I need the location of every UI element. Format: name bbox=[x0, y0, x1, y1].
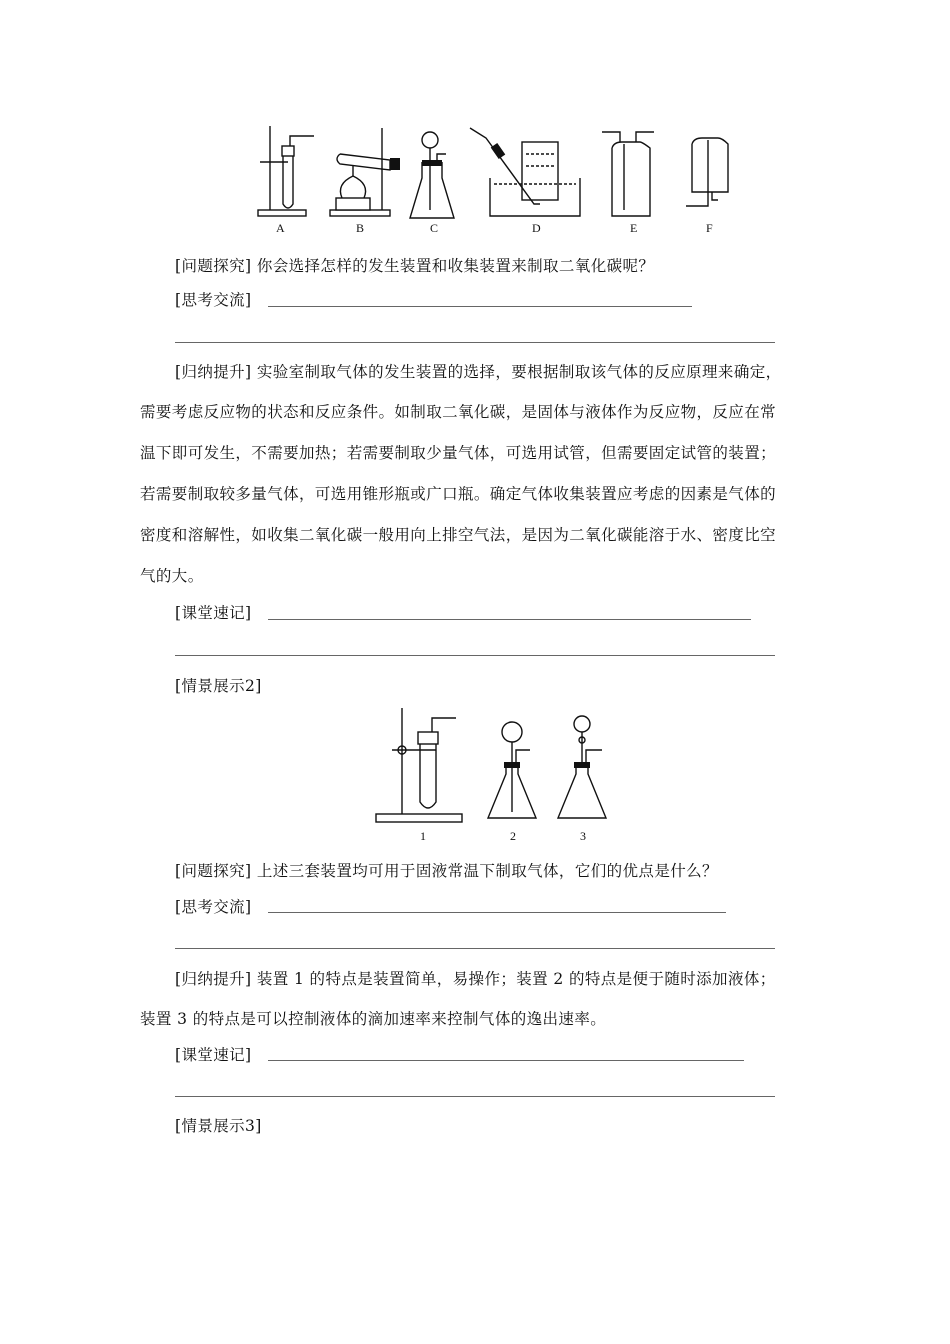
figure1-label-a: A bbox=[276, 221, 285, 235]
apparatus-d-drawing bbox=[470, 128, 580, 216]
think-1-answer-line-1[interactable] bbox=[268, 306, 692, 307]
think-1-label: [思考交流] bbox=[175, 291, 252, 309]
summary-2-first-line bbox=[175, 967, 776, 989]
note-1-label: [课堂速记] bbox=[175, 604, 252, 622]
think-2-answer-line-1[interactable] bbox=[268, 912, 726, 913]
summary-1-line-4: 若需要制取较多量气体，可选用锥形瓶或广口瓶。确定气体收集装置应考虑的因素是气体的 bbox=[140, 485, 777, 503]
question-2 bbox=[175, 859, 718, 881]
figure2-label-3: 3 bbox=[580, 829, 586, 843]
note-2-answer-line-1[interactable] bbox=[268, 1060, 744, 1061]
note-2-label: [课堂速记] bbox=[175, 1046, 252, 1064]
summary-1-line-5: 密度和溶解性，如收集二氧化碳一般用向上排空气法，是因为二氧化碳能溶于水、密度比空 bbox=[140, 526, 777, 544]
summary-1-label: [归纳提升] bbox=[175, 363, 252, 381]
figure1-label-e: E bbox=[630, 221, 638, 235]
apparatus-c-drawing bbox=[410, 132, 454, 218]
summary-1-first-line bbox=[175, 360, 782, 382]
figure1-label-f: F bbox=[706, 221, 713, 235]
question-1 bbox=[175, 254, 654, 276]
summary-2-line-2: 装置 3 的特点是可以控制液体的滴加速率来控制气体的逸出速率。 bbox=[140, 1010, 607, 1028]
question-1-text: 你会选择怎样的发生装置和收集装置来制取二氧化碳呢？ bbox=[256, 257, 655, 275]
apparatus-figure-2 bbox=[370, 702, 620, 850]
think-2-label: [思考交流] bbox=[175, 898, 252, 916]
note-1-answer-line-2[interactable] bbox=[175, 655, 775, 656]
think-2-answer-line-2[interactable] bbox=[175, 948, 775, 949]
apparatus-f-drawing bbox=[686, 138, 728, 206]
question-2-label: [问题探究] bbox=[175, 862, 252, 880]
apparatus-a-drawing bbox=[258, 126, 314, 216]
apparatus-b-drawing bbox=[330, 128, 400, 216]
apparatus-1-drawing bbox=[376, 708, 462, 822]
summary-1-line-3: 温下即可发生，不需要加热；若需要制取少量气体，可选用试管，但需要固定试管的装置； bbox=[140, 444, 777, 462]
figure1-label-b: B bbox=[356, 221, 365, 235]
figure1-label-c: C bbox=[430, 221, 439, 235]
figure2-label-2: 2 bbox=[510, 829, 516, 843]
question-2-text: 上述三套装置均可用于固液常温下制取气体，它们的优点是什么？ bbox=[256, 862, 718, 880]
apparatus-2-drawing bbox=[488, 722, 536, 818]
apparatus-e-drawing bbox=[602, 132, 654, 216]
note-1-answer-line-1[interactable] bbox=[268, 619, 751, 620]
figure1-label-d: D bbox=[532, 221, 541, 235]
summary-1-line-6: 气的大。 bbox=[140, 567, 204, 585]
question-1-label: [问题探究] bbox=[175, 257, 252, 275]
summary-2-label: [归纳提升] bbox=[175, 970, 252, 988]
apparatus-figure-1 bbox=[250, 118, 740, 238]
summary-1-line-2: 需要考虑反应物的状态和反应条件。如制取二氧化碳，是固体与液体作为反应物，反应在常 bbox=[140, 403, 777, 421]
summary-1-line-1: 实验室制取气体的发生装置的选择，要根据制取该气体的反应原理来确定， bbox=[256, 363, 782, 381]
figure2-label-1: 1 bbox=[420, 829, 426, 843]
note-2-answer-line-2[interactable] bbox=[175, 1096, 775, 1097]
think-1-answer-line-2[interactable] bbox=[175, 342, 775, 343]
summary-2-line-1: 装置 1 的特点是装置简单，易操作；装置 2 的特点是便于随时添加液体； bbox=[256, 970, 776, 988]
scene-2-label: [情景展示2] bbox=[175, 677, 262, 695]
apparatus-3-drawing bbox=[558, 716, 606, 818]
scene-3-label: [情景展示3] bbox=[175, 1117, 262, 1135]
